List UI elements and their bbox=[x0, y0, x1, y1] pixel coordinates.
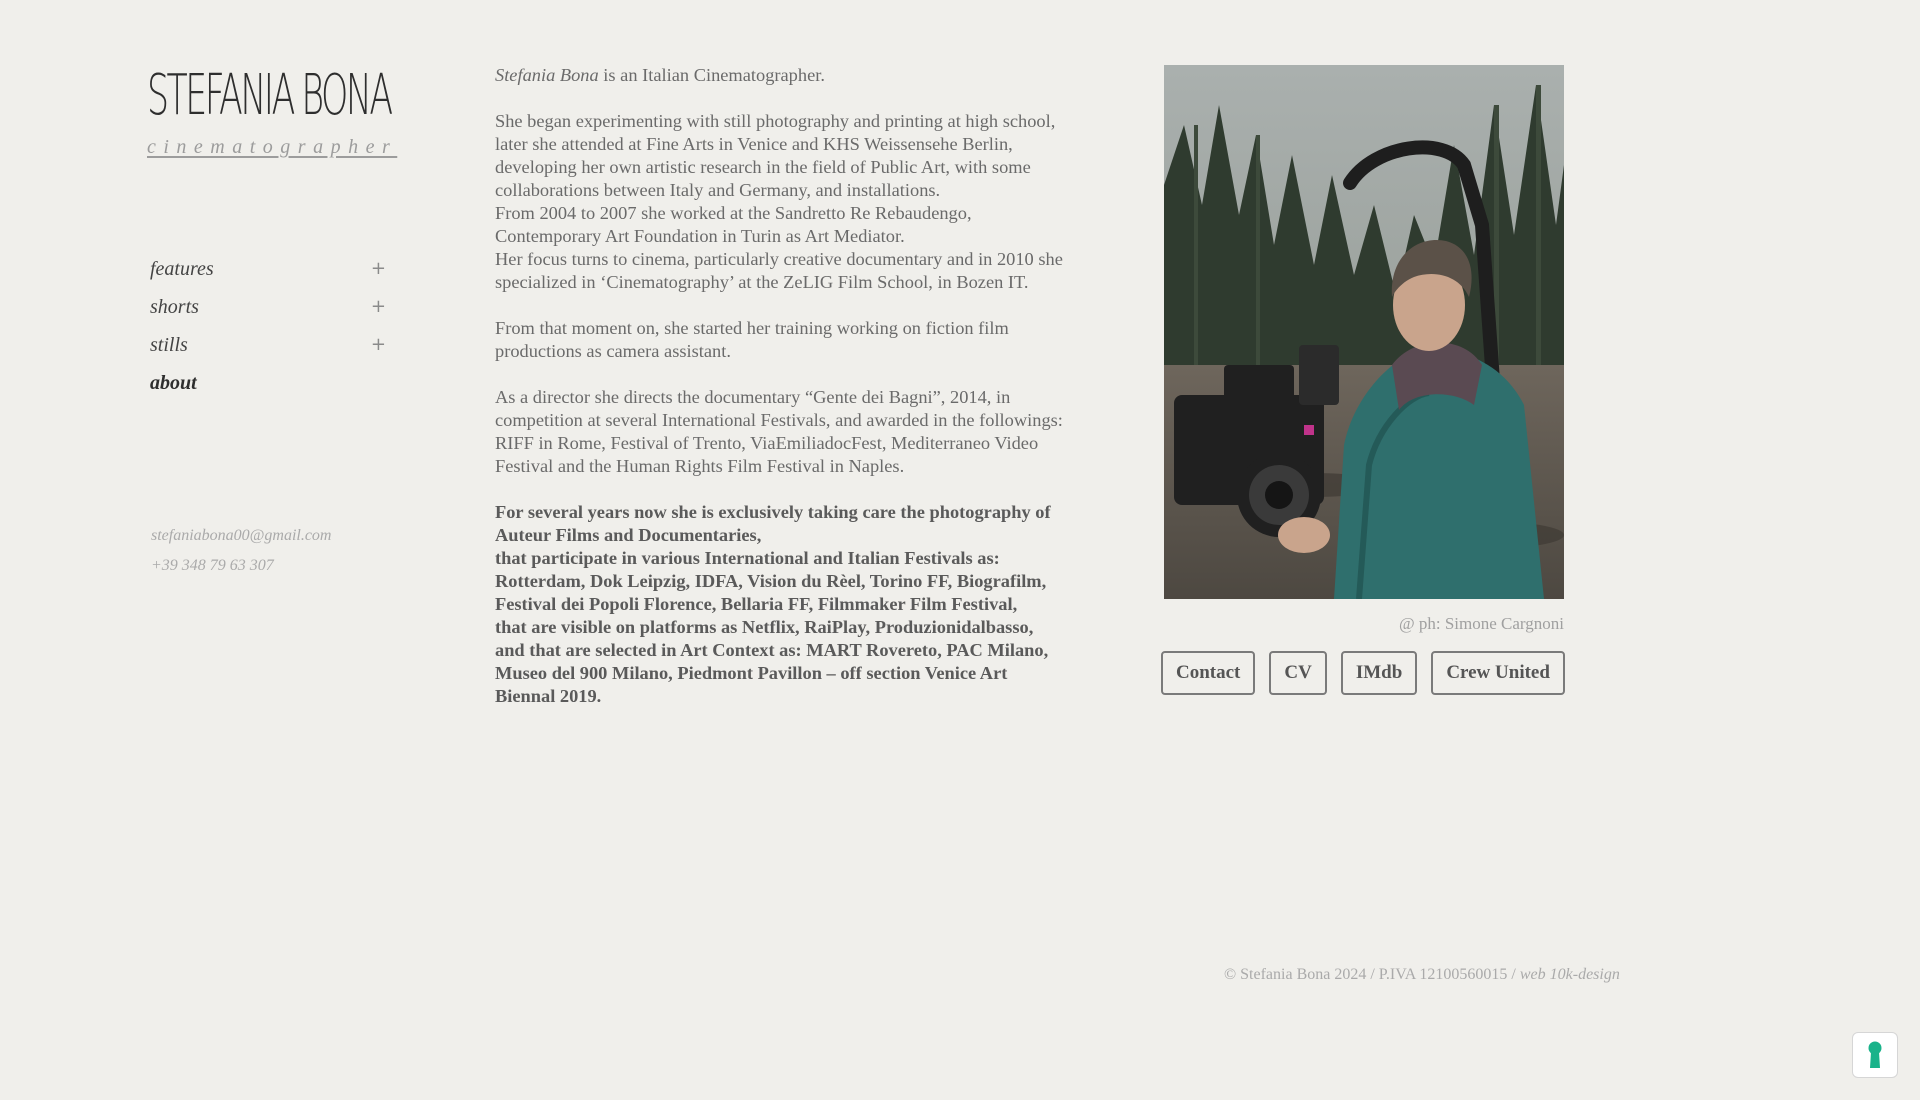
photo-credit: @ ph: Simone Cargnoni bbox=[1398, 614, 1564, 633]
email-link[interactable]: stefaniabona00@gmail.com bbox=[151, 527, 332, 544]
bio-paragraph-2: From that moment on, she started her training working on fiction film productions as camera assistant. bbox=[495, 318, 1009, 361]
nav-item-shorts[interactable] bbox=[150, 292, 386, 330]
portrait-photo bbox=[1164, 65, 1564, 599]
expand-plus-icon[interactable]: + bbox=[370, 258, 386, 279]
nav-item-label: features bbox=[150, 258, 214, 280]
bio-paragraph-4 bbox=[495, 501, 1065, 708]
bio-paragraph-1 bbox=[495, 110, 1065, 294]
expand-plus-icon[interactable]: + bbox=[370, 334, 386, 355]
consent-widget[interactable] bbox=[1852, 1032, 1898, 1078]
bio-paragraph-3: As a director she directs the documentary “Gente dei Bagni”, 2014, in competition at several International Festivals, and awarded in the followings: RIFF in Rome, Festival of Trento, ViaEmiliadocFest, Mediterraneo Video Festival and the Human Rights Film Festival in Naples. bbox=[495, 387, 1063, 476]
footer-copyright: © Stefania Bona 2024 / P.IVA 12100560015 / bbox=[1224, 966, 1520, 983]
contact-button[interactable]: Contact bbox=[1161, 651, 1255, 695]
intro-name: Stefania Bona bbox=[495, 65, 599, 85]
profile-links bbox=[1161, 651, 1565, 695]
site-logo[interactable] bbox=[147, 62, 398, 159]
cv-button[interactable]: CV bbox=[1269, 651, 1326, 695]
nav-item-label: about bbox=[150, 372, 197, 394]
contact-info bbox=[151, 524, 331, 584]
logo-tagline: cinematographer bbox=[147, 136, 398, 158]
nav-item-label: stills bbox=[150, 334, 188, 356]
designer-link[interactable]: web 10k-design bbox=[1519, 966, 1620, 983]
bio-line: that are visible on platforms as Netflix, RaiPlay, Produzionidalbasso, and that are selected in Art Context as: MART Rovereto, PAC Milano, Museo del 900 Milano, Piedmont Pavillon – off section Venice Art Biennal 2019. bbox=[495, 617, 1049, 706]
expand-plus-icon[interactable]: + bbox=[370, 296, 386, 317]
bio-line: that participate in various International and Italian Festivals as: Rotterdam, Dok Leipzig, IDFA, Vision du Rèel, Torino FF, Biografilm, Festival dei Popoli Florence, Bellaria FF, Filmmaker Film Festival, bbox=[495, 548, 1047, 614]
nav-item-about[interactable] bbox=[150, 368, 386, 398]
bio-line: Her focus turns to cinema, particularly creative documentary and in 2010 she specialized in ‘Cinematography’ at the ZeLIG Film School, in Bozen IT. bbox=[495, 249, 1063, 292]
bio-line: She began experimenting with still photography and printing at high school, later she attended at Fine Arts in Venice and KHS Weissensehe Berlin, developing her own artistic research in the field of Public Art, with some collaborations between Italy and Germany, and installations. bbox=[495, 111, 1056, 200]
footer bbox=[1224, 966, 1620, 984]
logo-name: STEFANIA BONA bbox=[147, 63, 391, 128]
nav-item-stills[interactable] bbox=[150, 330, 386, 368]
crew-united-button[interactable]: Crew United bbox=[1431, 651, 1565, 695]
main-nav bbox=[150, 254, 386, 398]
phone-link[interactable]: +39 348 79 63 307 bbox=[151, 557, 274, 574]
nav-item-features[interactable] bbox=[150, 254, 386, 292]
bio-line: For several years now she is exclusively taking care the photography of Auteur Films and Documentaries, bbox=[495, 502, 1051, 545]
bio-line: From 2004 to 2007 she worked at the Sandretto Re Rebaudengo, Contemporary Art Foundation in Turin as Art Mediator. bbox=[495, 203, 972, 246]
nav-item-label: shorts bbox=[150, 296, 199, 318]
keyhole-icon bbox=[1865, 1040, 1885, 1070]
bio-intro bbox=[495, 64, 1065, 87]
intro-rest: is an Italian Cinematographer. bbox=[598, 65, 825, 85]
bio-text bbox=[495, 64, 1065, 731]
imdb-button[interactable]: IMdb bbox=[1341, 651, 1417, 695]
